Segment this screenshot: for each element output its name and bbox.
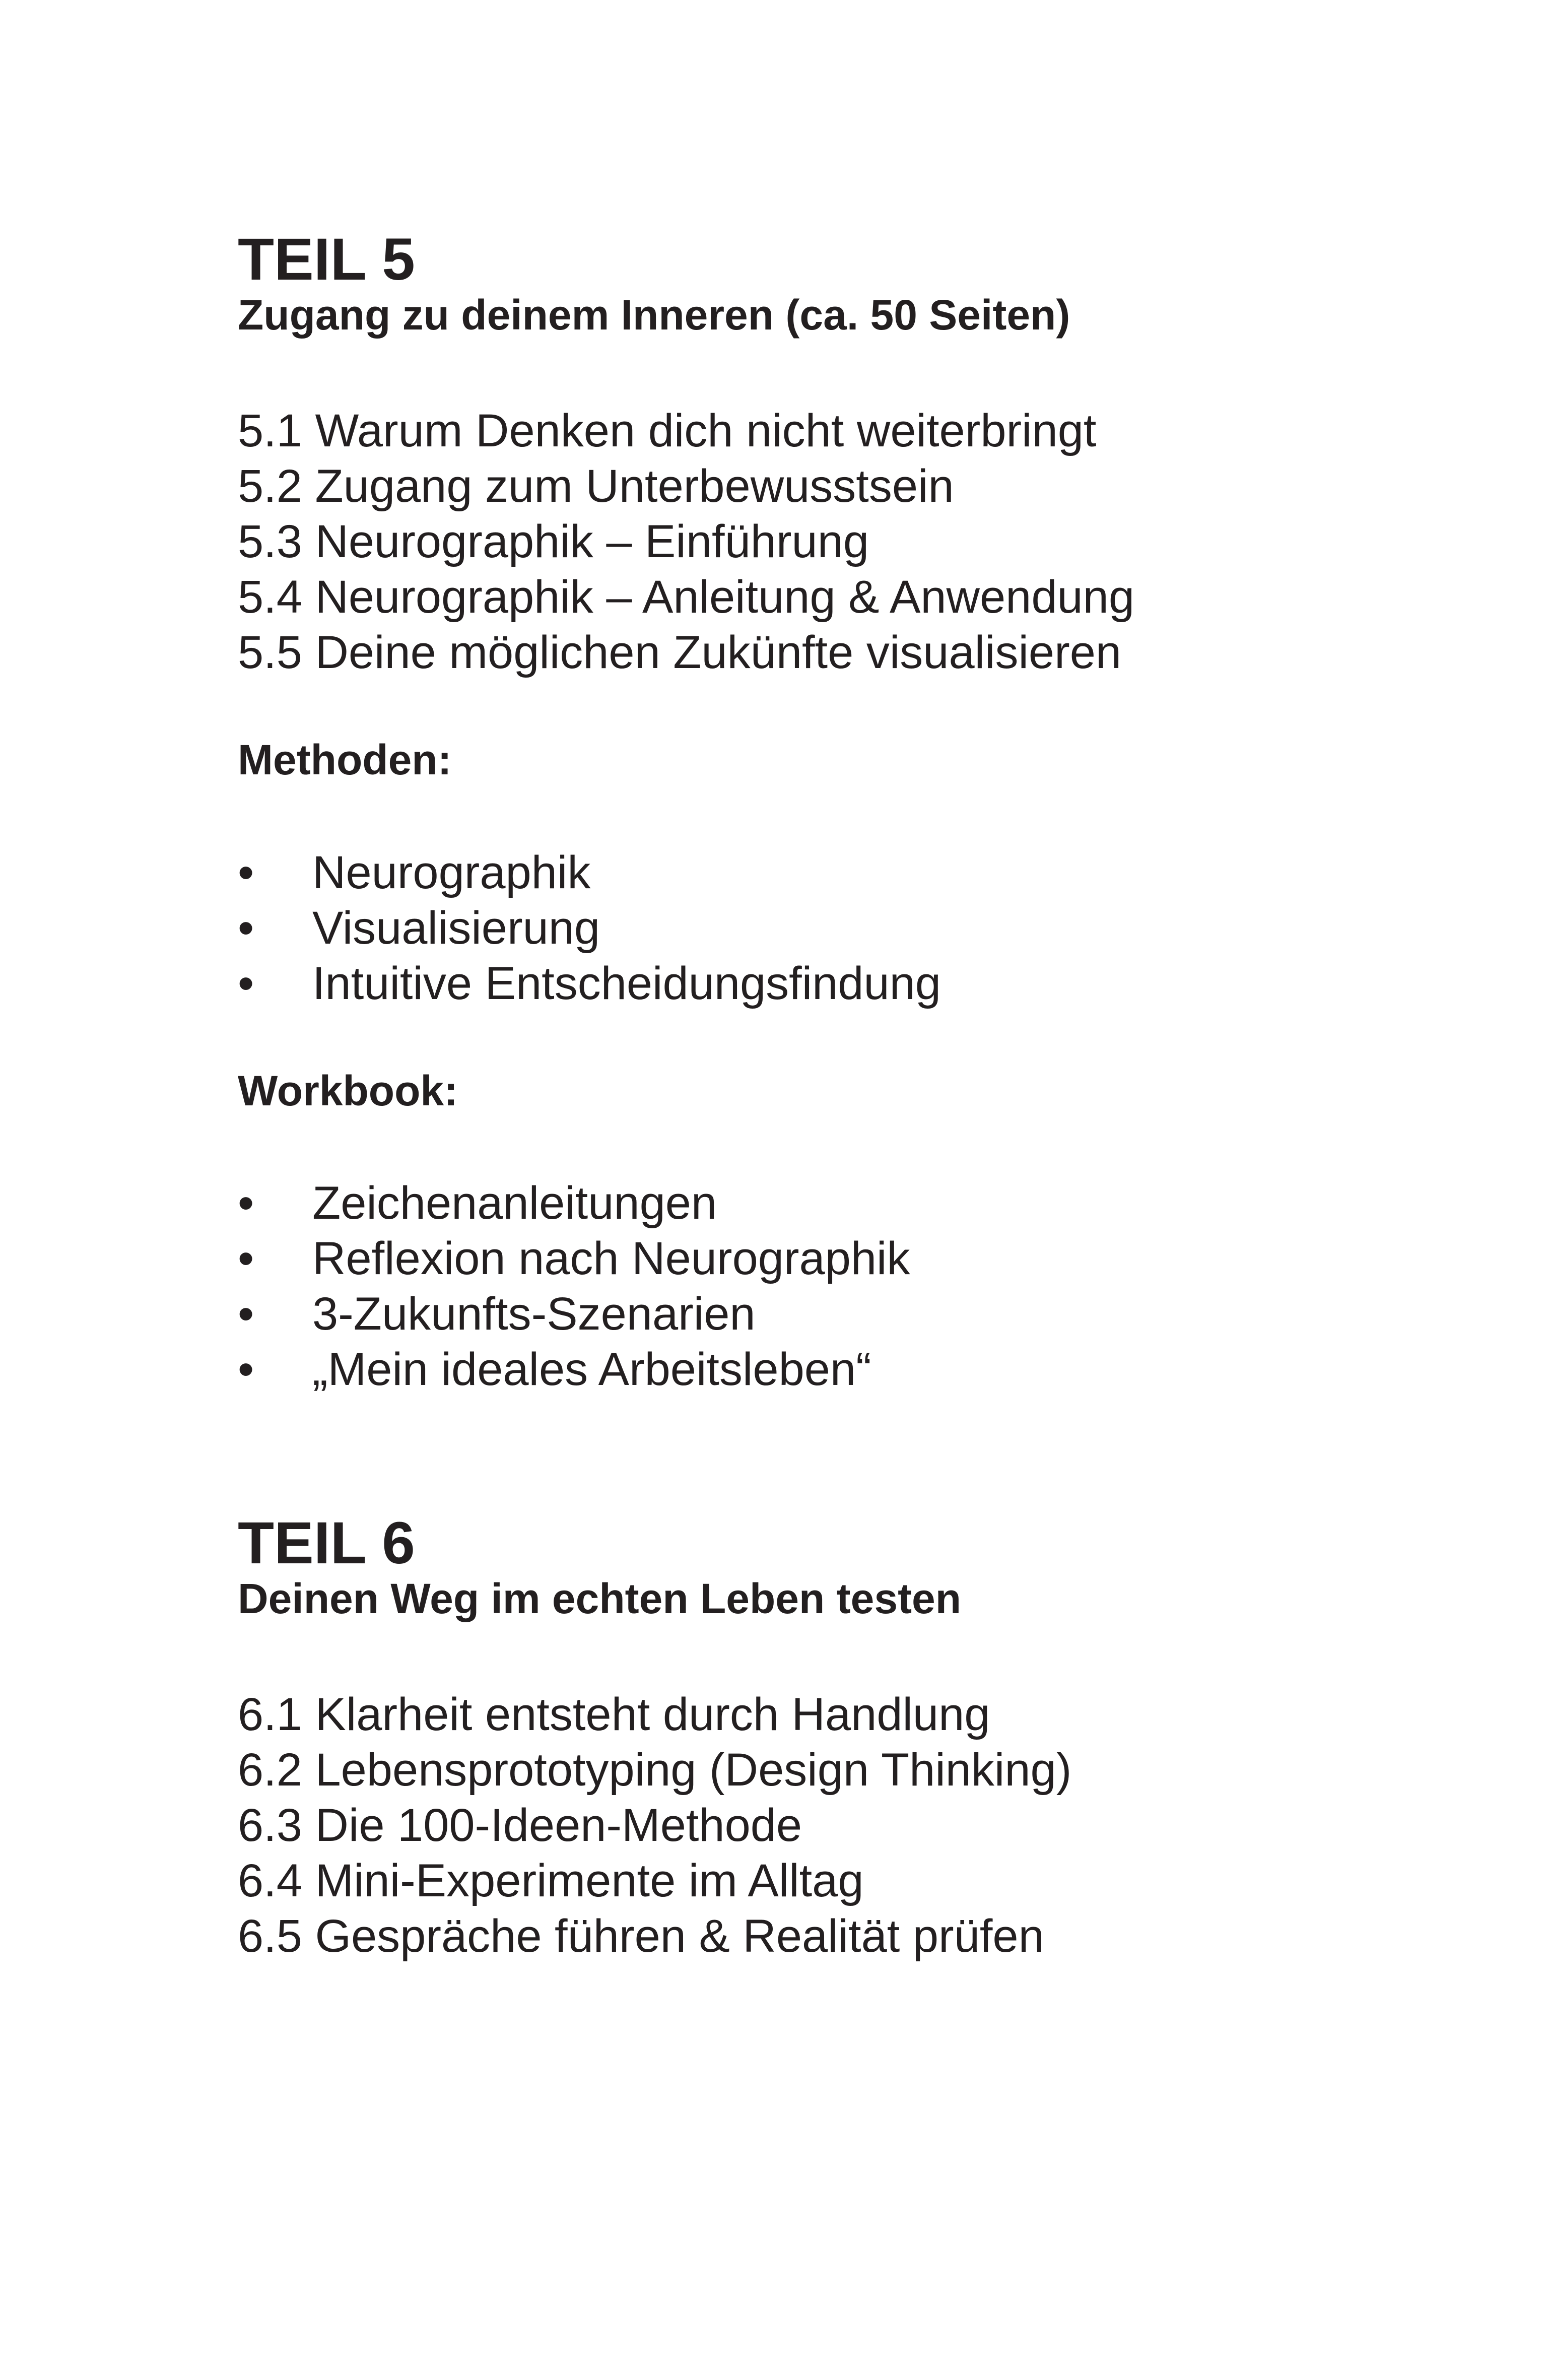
part-6-subtitle: Deinen Weg im echten Leben testen bbox=[238, 1575, 962, 1622]
list-item bbox=[238, 1175, 1447, 1231]
list-item bbox=[238, 1342, 1447, 1397]
methods-label: Methoden: bbox=[238, 736, 452, 783]
part-5-chapter-list bbox=[238, 403, 1447, 680]
list-item bbox=[238, 1286, 1447, 1342]
bullet-icon: • bbox=[238, 958, 254, 1009]
list-item bbox=[238, 956, 1447, 1011]
workbook-list bbox=[238, 1175, 1447, 1397]
bullet-icon: • bbox=[238, 847, 254, 898]
chapter-6-4: 6.4 Mini-Experimente im Alltag bbox=[238, 1855, 864, 1906]
bullet-icon: • bbox=[238, 1344, 254, 1395]
bullet-icon: • bbox=[238, 1288, 254, 1340]
part-5-heading bbox=[238, 226, 1447, 340]
methods-section bbox=[238, 735, 1447, 785]
methods-list bbox=[238, 845, 1447, 1011]
part-6-title: TEIL 6 bbox=[238, 1510, 415, 1576]
bullet-icon: • bbox=[238, 1177, 254, 1229]
chapter-5-1: 5.1 Warum Denken dich nicht weiterbringt bbox=[238, 405, 1097, 456]
list-item bbox=[238, 900, 1447, 956]
bullet-icon: • bbox=[238, 1233, 254, 1284]
workbook-section bbox=[238, 1066, 1447, 1116]
chapter-5-4: 5.4 Neurographik – Anleitung & Anwendung bbox=[238, 571, 1134, 623]
chapter-6-1: 6.1 Klarheit entsteht durch Handlung bbox=[238, 1689, 990, 1740]
chapter-6-5: 6.5 Gespräche führen & Realität prüfen bbox=[238, 1910, 1044, 1962]
workbook-reflexion: Reflexion nach Neurographik bbox=[312, 1233, 910, 1284]
chapter-5-5: 5.5 Deine möglichen Zukünfte visualisieren bbox=[238, 627, 1122, 678]
workbook-zeichenanleitungen: Zeichenanleitungen bbox=[312, 1177, 717, 1229]
method-visualisierung: Visualisierung bbox=[312, 902, 600, 954]
chapter-6-2: 6.2 Lebensprototyping (Design Thinking) bbox=[238, 1744, 1072, 1796]
chapter-5-2: 5.2 Zugang zum Unterbewusstsein bbox=[238, 460, 954, 512]
part-6-heading bbox=[238, 1510, 1447, 1624]
list-item bbox=[238, 1231, 1447, 1286]
chapter-6-3: 6.3 Die 100-Ideen-Methode bbox=[238, 1800, 802, 1851]
workbook-label: Workbook: bbox=[238, 1067, 458, 1114]
part-5-subtitle: Zugang zu deinem Inneren (ca. 50 Seiten) bbox=[238, 291, 1070, 339]
method-intuitive-entscheidungsfindung: Intuitive Entscheidungsfindung bbox=[312, 958, 941, 1009]
list-item bbox=[238, 845, 1447, 900]
method-neurographik: Neurographik bbox=[312, 847, 591, 898]
workbook-ideales-arbeitsleben: „Mein ideales Arbeitsleben“ bbox=[312, 1344, 871, 1395]
chapter-5-3: 5.3 Neurographik – Einführung bbox=[238, 516, 869, 567]
bullet-icon: • bbox=[238, 902, 254, 954]
part-6-chapter-list bbox=[238, 1687, 1447, 1964]
part-5-title: TEIL 5 bbox=[238, 226, 415, 293]
workbook-zukunfts-szenarien: 3-Zukunfts-Szenarien bbox=[312, 1288, 756, 1340]
